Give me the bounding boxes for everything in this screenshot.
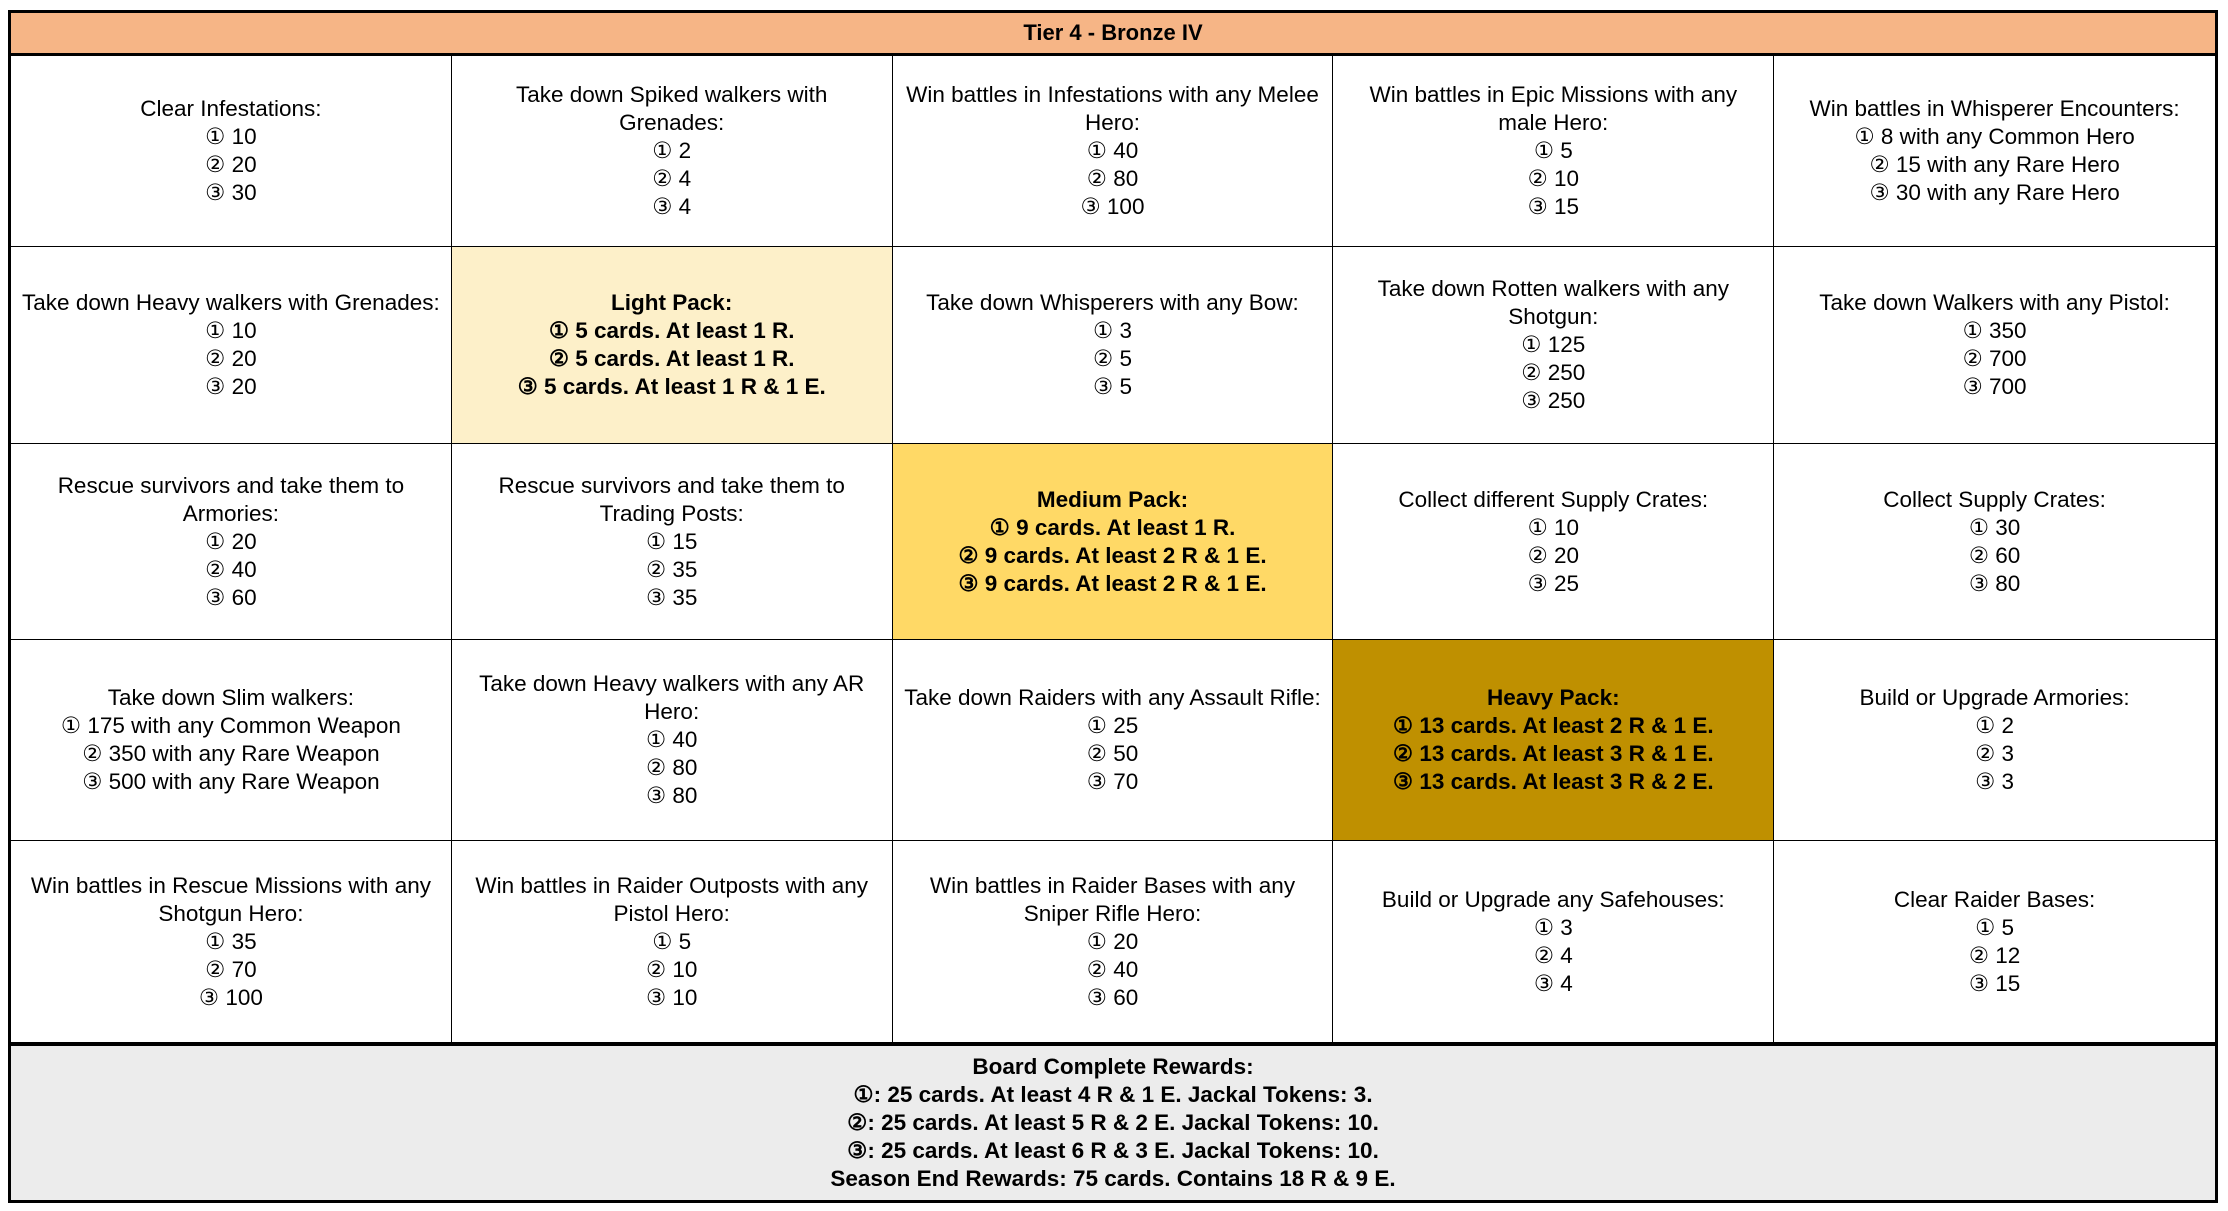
- task-cell: [1333, 444, 1774, 640]
- tier-1-goal: ① 2: [652, 138, 692, 163]
- tier-3-goal: ③ 700: [1962, 374, 2027, 399]
- task-title: Win battles in Infestations with any Melee Hero:: [906, 82, 1319, 135]
- tier-3-reward: ③ 9 cards. At least 2 R & 1 E.: [958, 570, 1267, 596]
- task-title: Take down Walkers with any Pistol:: [1819, 290, 2170, 315]
- tier-3-goal: ③ 35: [645, 584, 698, 610]
- tier-1-goal: ① 5: [1975, 914, 2015, 940]
- tier-2-goal: ② 70: [205, 956, 257, 982]
- tier-3-goal: ③ 70: [1086, 769, 1139, 794]
- tier-2-goal: ② 60: [1968, 542, 2021, 568]
- tier-2-goal: ② 4: [652, 166, 692, 191]
- tier-1-goal: ① 10: [205, 124, 257, 149]
- tier-1-goal: ① 30: [1968, 514, 2021, 540]
- tier-3-goal: ③ 60: [1086, 984, 1139, 1010]
- task-title: Take down Raiders with any Assault Rifle:: [904, 685, 1321, 710]
- task-cell: [1333, 841, 1774, 1043]
- tier-1-goal: ① 125: [1521, 332, 1586, 357]
- tier-1-board-reward: ①: 25 cards. At least 4 R & 1 E. Jackal Tokens: 3.: [853, 1082, 1373, 1107]
- task-title: Win battles in Raider Outposts with any Pistol Hero:: [475, 872, 869, 926]
- tier-2-goal: ② 20: [205, 152, 257, 177]
- task-cell: [11, 247, 452, 444]
- tier-2-goal: ② 3: [1975, 741, 2015, 766]
- tier-2-goal: ② 80: [645, 755, 698, 780]
- task-cell: [11, 444, 452, 640]
- task-cell: [1774, 841, 2215, 1043]
- tier-2-goal: ② 20: [1527, 542, 1580, 568]
- tier-2-goal: ② 35: [645, 556, 698, 582]
- tier-3-goal: ③ 80: [1968, 570, 2021, 596]
- board-complete-rewards: [11, 1043, 2215, 1200]
- tier-1-goal: ① 8 with any Common Hero: [1854, 124, 2135, 149]
- task-cell: [893, 640, 1334, 841]
- task-title: Rescue survivors and take them to Trading Posts:: [498, 472, 845, 526]
- tier-2-goal: ② 50: [1086, 741, 1139, 766]
- task-title: Win battles in Whisperer Encounters:: [1809, 96, 2180, 121]
- tier-3-reward: ③ 13 cards. At least 3 R & 2 E.: [1392, 769, 1714, 794]
- tier-2-goal: ② 250: [1521, 360, 1586, 385]
- tier-3-reward: ③ 5 cards. At least 1 R & 1 E.: [517, 374, 826, 399]
- task-title: Take down Heavy walkers with any AR Hero:: [479, 671, 865, 724]
- tier-3-goal: ③ 5: [1093, 374, 1132, 399]
- heavy-pack-reward-cell: [1333, 640, 1774, 841]
- tier-2-goal: ② 10: [1527, 166, 1580, 191]
- tier-1-goal: ① 20: [1086, 928, 1139, 954]
- board-title: Tier 4 - Bronze IV: [11, 13, 2215, 56]
- tier-1-goal: ① 5: [1533, 138, 1573, 163]
- task-cell: [893, 841, 1334, 1043]
- tier-2-goal: ② 350 with any Rare Weapon: [82, 741, 380, 766]
- tier-1-goal: ① 10: [205, 318, 257, 343]
- task-title: Clear Raider Bases:: [1893, 886, 2096, 912]
- task-title: Take down Spiked walkers with Grenades:: [515, 82, 828, 135]
- task-title: Take down Whisperers with any Bow:: [926, 290, 1299, 315]
- task-title: Take down Rotten walkers with any Shotgun:: [1377, 276, 1729, 329]
- tier-1-goal: ① 175 with any Common Weapon: [60, 713, 401, 738]
- task-cell: [452, 640, 893, 841]
- task-cell: [1333, 247, 1774, 444]
- task-title: Take down Heavy walkers with Grenades:: [22, 290, 440, 315]
- task-cell: [1333, 56, 1774, 247]
- task-cell: [1774, 247, 2215, 444]
- tier-3-goal: ③ 20: [205, 374, 257, 399]
- tier-1-goal: ① 10: [1527, 514, 1580, 540]
- tier-3-goal: ③ 80: [645, 783, 698, 808]
- task-title: Win battles in Rescue Missions with any Shotgun Hero:: [30, 872, 431, 926]
- task-cell: [893, 247, 1334, 444]
- tier-2-goal: ② 5: [1093, 346, 1132, 371]
- task-title: Clear Infestations:: [140, 96, 322, 121]
- tier-2-goal: ② 20: [205, 346, 257, 371]
- tier-3-goal: ③ 30 with any Rare Hero: [1869, 180, 2120, 205]
- task-cell: [1774, 56, 2215, 247]
- light-pack-reward-cell: [452, 247, 893, 444]
- tier-1-reward: ① 5 cards. At least 1 R.: [548, 318, 795, 343]
- tier-2-goal: ② 10: [645, 956, 698, 982]
- tier-3-goal: ③ 3: [1975, 769, 2015, 794]
- tier-2-reward: ② 5 cards. At least 1 R.: [548, 346, 795, 371]
- task-title: Take down Slim walkers:: [107, 685, 355, 710]
- tier-2-goal: ② 4: [1533, 942, 1573, 968]
- tier-2-goal: ② 40: [1086, 956, 1139, 982]
- tier-1-goal: ① 20: [205, 528, 257, 554]
- tier-1-goal: ① 40: [645, 727, 698, 752]
- tier-3-goal: ③ 30: [205, 180, 257, 205]
- season-end-reward: Season End Rewards: 75 cards. Contains 18 R & 9 E.: [830, 1166, 1396, 1191]
- tier-2-goal: ② 40: [205, 556, 257, 582]
- task-cell: [1774, 444, 2215, 640]
- bingo-board: [8, 10, 2218, 1203]
- task-title: Collect Supply Crates:: [1883, 486, 2106, 512]
- tier-1-reward: ① 9 cards. At least 1 R.: [989, 514, 1236, 540]
- tier-3-goal: ③ 10: [645, 984, 698, 1010]
- tier-3-board-reward: ③: 25 cards. At least 6 R & 3 E. Jackal Tokens: 10.: [847, 1138, 1379, 1163]
- tier-3-goal: ③ 25: [1527, 570, 1580, 596]
- tier-2-reward: ② 13 cards. At least 3 R & 1 E.: [1392, 741, 1714, 766]
- rewards-heading: Board Complete Rewards:: [972, 1054, 1254, 1079]
- tier-1-goal: ① 25: [1086, 713, 1139, 738]
- task-title: Collect different Supply Crates:: [1398, 486, 1709, 512]
- tier-1-goal: ① 3: [1533, 914, 1573, 940]
- reward-title: Medium Pack:: [1036, 486, 1189, 512]
- tier-2-goal: ② 700: [1962, 346, 2027, 371]
- tier-1-goal: ① 3: [1093, 318, 1132, 343]
- reward-title: Heavy Pack:: [1486, 685, 1620, 710]
- tier-3-goal: ③ 4: [652, 194, 692, 219]
- tier-1-goal: ① 15: [645, 528, 698, 554]
- task-title: Rescue survivors and take them to Armories:: [57, 472, 405, 526]
- task-cell: [1774, 640, 2215, 841]
- tier-3-goal: ③ 250: [1521, 388, 1586, 413]
- tier-3-goal: ③ 4: [1533, 970, 1573, 996]
- task-title: Win battles in Epic Missions with any male Hero:: [1369, 82, 1738, 135]
- tier-1-goal: ① 2: [1975, 713, 2015, 738]
- tier-1-goal: ① 40: [1086, 138, 1139, 163]
- task-cell: [452, 56, 893, 247]
- tier-3-goal: ③ 500 with any Rare Weapon: [82, 769, 380, 794]
- task-title: Build or Upgrade Armories:: [1859, 685, 2130, 710]
- tier-1-goal: ① 350: [1962, 318, 2027, 343]
- tier-3-goal: ③ 15: [1527, 194, 1580, 219]
- tier-3-goal: ③ 100: [198, 984, 263, 1010]
- tier-2-goal: ② 80: [1086, 166, 1139, 191]
- task-cell: [452, 841, 893, 1043]
- task-grid: [11, 56, 2215, 1043]
- tier-1-goal: ① 35: [205, 928, 257, 954]
- task-cell: [11, 56, 452, 247]
- task-cell: [11, 841, 452, 1043]
- task-cell: [893, 56, 1334, 247]
- tier-2-goal: ② 12: [1968, 942, 2021, 968]
- tier-2-goal: ② 15 with any Rare Hero: [1869, 152, 2120, 177]
- tier-3-goal: ③ 60: [205, 584, 257, 610]
- tier-2-board-reward: ②: 25 cards. At least 5 R & 2 E. Jackal Tokens: 10.: [847, 1110, 1379, 1135]
- tier-3-goal: ③ 15: [1968, 970, 2021, 996]
- task-title: Win battles in Raider Bases with any Sniper Rifle Hero:: [929, 872, 1296, 926]
- task-cell: [452, 444, 893, 640]
- tier-1-reward: ① 13 cards. At least 2 R & 1 E.: [1392, 713, 1714, 738]
- tier-2-reward: ② 9 cards. At least 2 R & 1 E.: [958, 542, 1267, 568]
- tier-3-goal: ③ 100: [1080, 194, 1145, 219]
- medium-pack-reward-cell: [893, 444, 1334, 640]
- task-cell: [11, 640, 452, 841]
- tier-1-goal: ① 5: [652, 928, 692, 954]
- task-title: Build or Upgrade any Safehouses:: [1381, 886, 1725, 912]
- reward-title: Light Pack:: [611, 290, 733, 315]
